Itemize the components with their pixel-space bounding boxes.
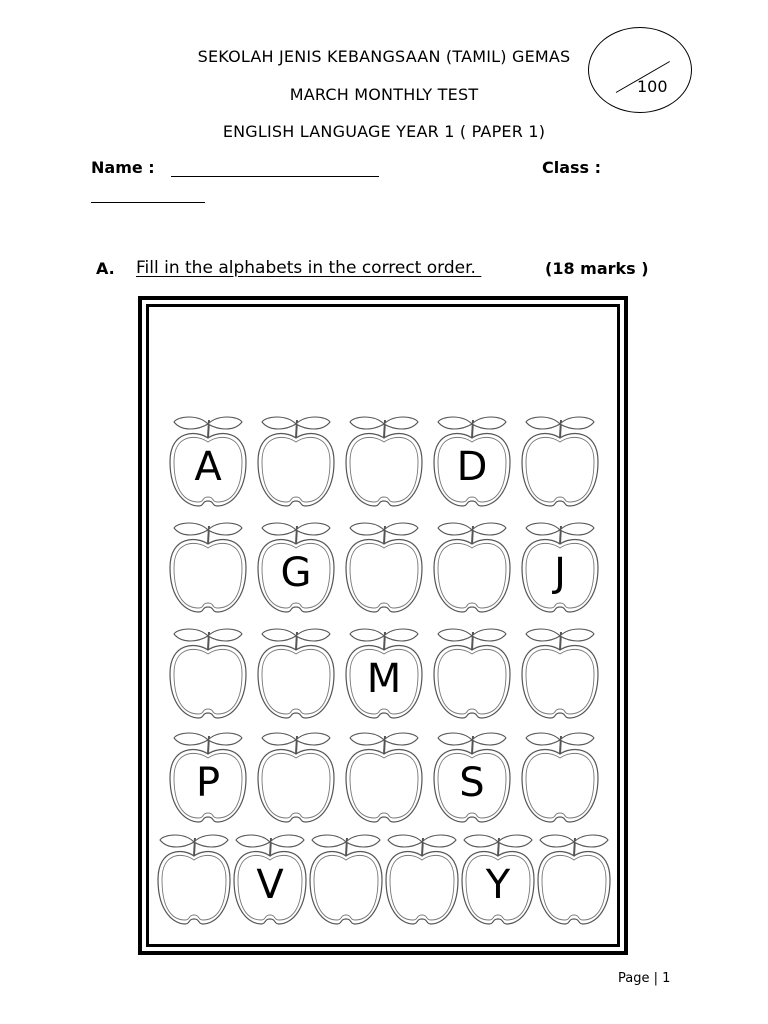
leaf-icon [312,835,346,847]
leaf-icon [350,733,384,745]
apple-inner-outline [438,649,506,714]
school-name: SEKOLAH JENIS KEBANGSAAN (TAMIL) GEMAS [197,47,571,66]
apple-inner-outline [390,855,454,920]
apple-cell[interactable] [158,835,230,924]
apple-inner-outline [262,753,330,818]
leaf-icon [208,629,242,641]
leaf-icon [236,835,270,847]
leaf-icon [296,417,330,429]
leaf-icon [296,629,330,641]
leaf-icon [464,835,498,847]
apple-cell[interactable] [434,629,510,718]
apple-outline [158,852,230,924]
leaf-icon [560,629,594,641]
marks-label: (18 marks ) [545,259,649,278]
apple-inner-outline [162,855,226,920]
apple-row [170,733,598,822]
leaf-icon [384,733,418,745]
leaf-icon [560,417,594,429]
apple-cell[interactable] [310,835,382,924]
apple-cell[interactable] [522,417,598,506]
apple-outline [170,646,246,718]
apple-cell[interactable] [346,523,422,612]
leaf-icon [194,835,228,847]
leaf-icon [526,523,560,535]
leaf-icon [472,417,506,429]
page-number: Page | 1 [618,971,671,986]
leaf-icon [526,629,560,641]
leaf-icon [262,733,296,745]
leaf-icon [438,629,472,641]
leaf-icon [262,629,296,641]
leaf-icon [388,835,422,847]
apple-inner-outline [174,649,242,714]
apple-outline [522,646,598,718]
apple-outline [386,852,458,924]
apple-letter: G [280,550,312,596]
apple-outline [538,852,610,924]
leaf-icon [472,733,506,745]
leaf-icon [350,523,384,535]
apple-letter: M [366,656,402,702]
leaf-icon [346,835,380,847]
leaf-icon [438,523,472,535]
apple-cell[interactable] [522,629,598,718]
apple-inner-outline [542,855,606,920]
leaf-icon [422,835,456,847]
leaf-icon [384,523,418,535]
score-total: 100 [637,77,668,96]
apple-inner-outline [526,753,594,818]
apple-cell[interactable] [258,417,334,506]
leaf-icon [526,733,560,745]
apple-cell[interactable] [258,629,334,718]
apple-row [170,629,598,718]
apple-cell[interactable] [170,523,246,612]
apple-cell[interactable] [170,629,246,718]
apple-letter: J [554,550,566,596]
leaf-icon [208,523,242,535]
apple-letter: D [456,444,488,490]
apple-outline [170,540,246,612]
apple-outline [522,750,598,822]
leaf-icon [472,629,506,641]
apple-inner-outline [350,437,418,502]
leaf-icon [350,417,384,429]
leaf-icon [174,629,208,641]
apple-cell[interactable] [346,629,422,718]
apple-outline [346,434,422,506]
apple-outline [258,434,334,506]
apple-letter: S [459,760,485,806]
apple-outline [346,540,422,612]
apple-inner-outline [314,855,378,920]
apple-inner-outline [262,437,330,502]
leaf-icon [174,417,208,429]
leaf-icon [384,629,418,641]
leaf-icon [438,417,472,429]
leaf-icon [540,835,574,847]
apple-cell[interactable] [434,417,510,506]
apple-letter: A [194,444,222,490]
leaf-icon [208,733,242,745]
leaf-icon [208,417,242,429]
apple-outline [434,540,510,612]
section-letter: A. [96,259,115,278]
subject-title: ENGLISH LANGUAGE YEAR 1 ( PAPER 1) [222,122,546,141]
apple-cell[interactable] [170,417,246,506]
apple-cell[interactable] [346,733,422,822]
apple-inner-outline [526,437,594,502]
leaf-icon [560,733,594,745]
apple-cell[interactable] [434,523,510,612]
leaf-icon [350,629,384,641]
apple-letter: P [195,760,221,806]
leaf-icon [560,523,594,535]
apple-row [158,835,610,924]
apple-cell[interactable] [462,835,534,924]
apple-cell[interactable] [234,835,306,924]
leaf-icon [174,733,208,745]
class-label: Class : [542,158,602,177]
apple-inner-outline [350,543,418,608]
apple-cell[interactable] [170,733,246,822]
apple-letter: Y [485,862,511,908]
apple-row [170,417,598,506]
leaf-icon [438,733,472,745]
apple-inner-outline [262,649,330,714]
apple-inner-outline [174,543,242,608]
leaf-icon [262,523,296,535]
leaf-icon [270,835,304,847]
apple-cell[interactable] [538,835,610,924]
leaf-icon [498,835,532,847]
apple-cell[interactable] [346,417,422,506]
leaf-icon [574,835,608,847]
apple-cell[interactable] [258,733,334,822]
leaf-icon [472,523,506,535]
apple-inner-outline [438,543,506,608]
apple-outline [346,750,422,822]
test-title: MARCH MONTHLY TEST [289,85,479,104]
leaf-icon [160,835,194,847]
apple-outline [258,750,334,822]
apple-inner-outline [350,753,418,818]
apple-row [170,523,598,612]
apple-outline [522,434,598,506]
apple-letter: V [256,862,284,908]
leaf-icon [384,417,418,429]
leaf-icon [174,523,208,535]
apple-cell[interactable] [386,835,458,924]
apple-cell[interactable] [522,733,598,822]
apple-outline [258,646,334,718]
apple-outline [434,646,510,718]
apple-cell[interactable] [434,733,510,822]
apple-outline [310,852,382,924]
instruction-text: Fill in the alphabets in the correct order. [136,258,482,278]
leaf-icon [296,523,330,535]
leaf-icon [262,417,296,429]
apple-inner-outline [526,649,594,714]
apple-cell[interactable] [522,523,598,612]
leaf-icon [526,417,560,429]
apple-cell[interactable] [258,523,334,612]
name-label: Name : [91,158,155,177]
leaf-icon [296,733,330,745]
